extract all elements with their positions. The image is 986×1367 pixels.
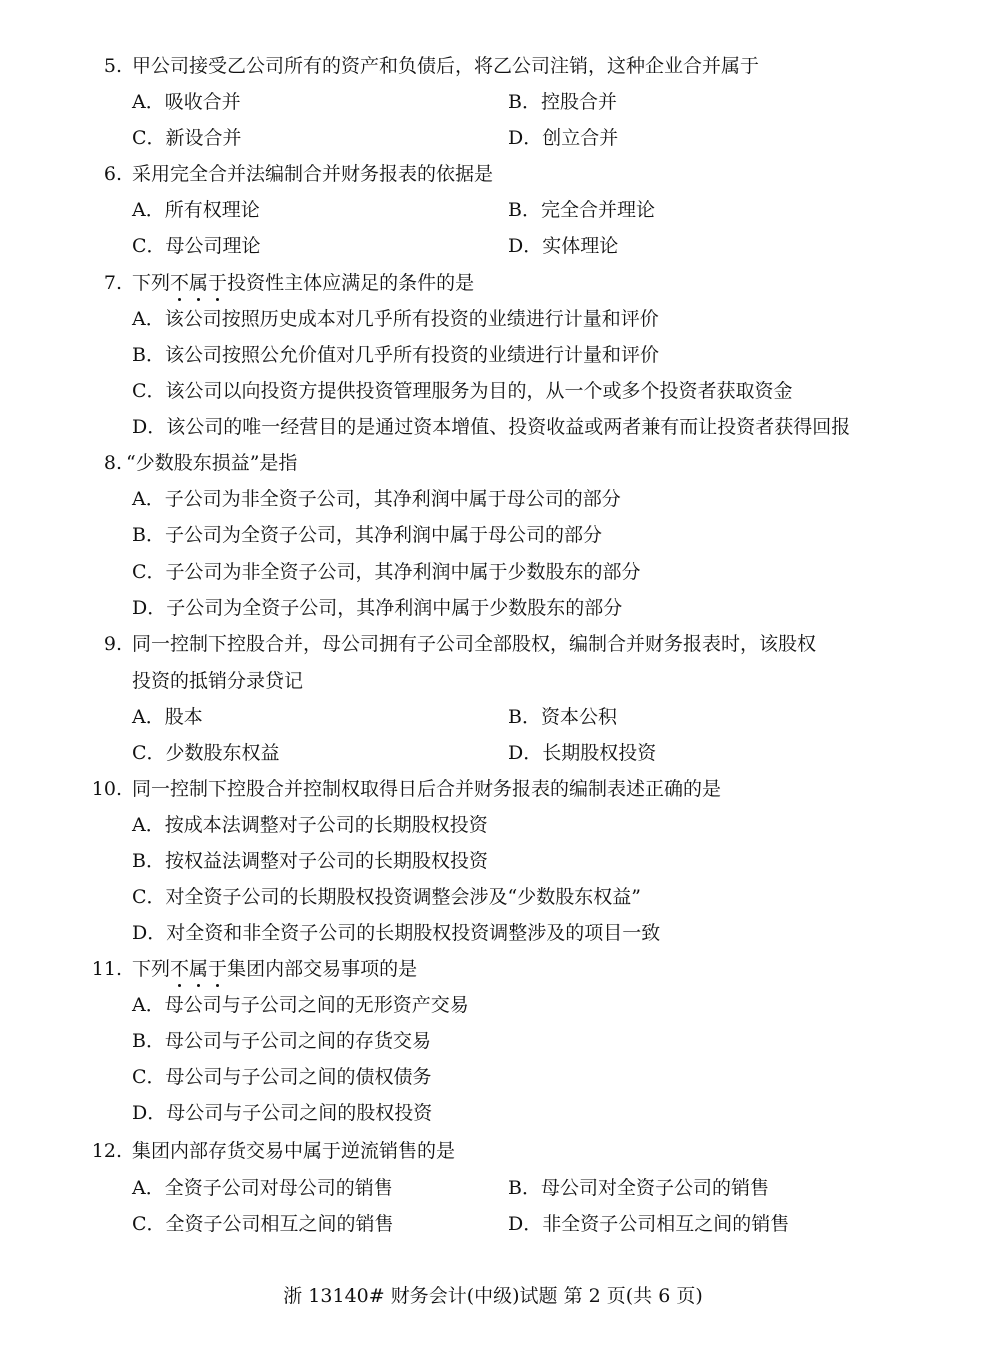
emphasis-char: 不 <box>170 955 189 983</box>
option-d: D．长期股权投资 <box>508 742 657 764</box>
question-8-stem <box>80 449 297 477</box>
question-number: 10. <box>91 778 122 800</box>
option-a: A．全资子公司对母公司的销售 <box>132 1177 393 1199</box>
option-d: D．对全资和非全资子公司的长期股权投资调整涉及的项目一致 <box>132 922 661 944</box>
stem-suffix: 集团内部交易事项的是 <box>227 958 418 980</box>
option-d: D．母公司与子公司之间的股权投资 <box>132 1102 433 1124</box>
option-c: C．少数股东权益 <box>132 742 280 764</box>
question-text <box>122 272 474 294</box>
option-d: D．实体理论 <box>508 235 619 257</box>
question-text: 采用完全合并法编制合并财务报表的依据是 <box>132 163 494 185</box>
page-footer: 浙 13140# 财务会计(中级)试题 第 2 页(共 6 页) <box>283 1285 703 1307</box>
option-c: C．新设合并 <box>132 127 242 149</box>
stem-suffix: 投资性主体应满足的条件的是 <box>227 272 475 294</box>
question-12-stem <box>80 1137 455 1165</box>
question-6-stem <box>80 160 493 188</box>
option-d: D．子公司为全资子公司，其净利润中属于少数股东的部分 <box>132 597 623 619</box>
question-number: 5. <box>103 55 122 77</box>
question-7-stem <box>80 269 474 297</box>
emphasis-char: 属 <box>189 955 208 983</box>
option-d: D．创立合并 <box>508 127 619 149</box>
question-text: 同一控制下控股合并控制权取得日后合并财务报表的编制表述正确的是 <box>132 778 722 800</box>
option-b: B．子公司为全资子公司，其净利润中属于母公司的部分 <box>132 524 602 546</box>
question-text: 同一控制下控股合并，母公司拥有子公司全部股权，编制合并财务报表时，该股权 <box>132 633 817 655</box>
question-5-stem <box>80 52 759 80</box>
option-b: B．控股合并 <box>508 91 617 113</box>
question-number: 11. <box>91 958 122 980</box>
option-b: B．完全合并理论 <box>508 199 655 221</box>
emphasis-char: 于 <box>208 269 227 297</box>
question-text <box>122 958 417 980</box>
option-b: B．按权益法调整对子公司的长期股权投资 <box>132 850 488 872</box>
option-a: A．所有权理论 <box>132 199 260 221</box>
question-text: 甲公司接受乙公司所有的资产和负债后，将乙公司注销，这种企业合并属于 <box>132 55 760 77</box>
emphasis-char: 不 <box>170 269 189 297</box>
question-10-stem <box>80 775 721 803</box>
option-b: B．该公司按照公允价值对几乎所有投资的业绩进行计量和评价 <box>132 344 659 366</box>
question-number: 12. <box>91 1140 122 1162</box>
option-a: A．按成本法调整对子公司的长期股权投资 <box>132 814 488 836</box>
question-9-stem <box>80 630 816 658</box>
option-a: A．吸收合并 <box>132 91 241 113</box>
option-d: D．非全资子公司相互之间的销售 <box>508 1213 790 1235</box>
stem-prefix: 下列 <box>132 272 171 294</box>
option-a: A．子公司为非全资子公司，其净利润中属于母公司的部分 <box>132 488 621 510</box>
question-number: 7. <box>103 272 122 294</box>
option-d: D．该公司的唯一经营目的是通过资本增值、投资收益或两者兼有而让投资者获得回报 <box>132 416 851 438</box>
emphasis-char: 属 <box>189 269 208 297</box>
stem-prefix: 下列 <box>132 958 171 980</box>
question-text: “少数股东损益”是指 <box>126 452 298 474</box>
option-c: C．该公司以向投资方提供投资管理服务为目的，从一个或多个投资者获取资金 <box>132 380 793 402</box>
option-b: B．母公司与子公司之间的存货交易 <box>132 1030 431 1052</box>
question-11-stem <box>80 955 417 983</box>
option-c: C．全资子公司相互之间的销售 <box>132 1213 394 1235</box>
option-a: A．母公司与子公司之间的无形资产交易 <box>132 994 469 1016</box>
question-number: 6. <box>103 163 122 185</box>
question-number: 8. <box>103 452 122 474</box>
question-number: 9. <box>103 633 122 655</box>
option-a: A．该公司按照历史成本对几乎所有投资的业绩进行计量和评价 <box>132 308 659 330</box>
question-9-stem-continued: 投资的抵销分录贷记 <box>132 670 304 692</box>
emphasis-char: 于 <box>208 955 227 983</box>
option-c: C．子公司为非全资子公司，其净利润中属于少数股东的部分 <box>132 561 641 583</box>
option-b: B．母公司对全资子公司的销售 <box>508 1177 769 1199</box>
option-c: C．母公司与子公司之间的债权债务 <box>132 1066 432 1088</box>
option-a: A．股本 <box>132 706 203 728</box>
question-text: 集团内部存货交易中属于逆流销售的是 <box>132 1140 456 1162</box>
option-c: C．对全资子公司的长期股权投资调整会涉及“少数股东权益” <box>132 886 641 908</box>
option-b: B．资本公积 <box>508 706 617 728</box>
option-c: C．母公司理论 <box>132 235 261 257</box>
